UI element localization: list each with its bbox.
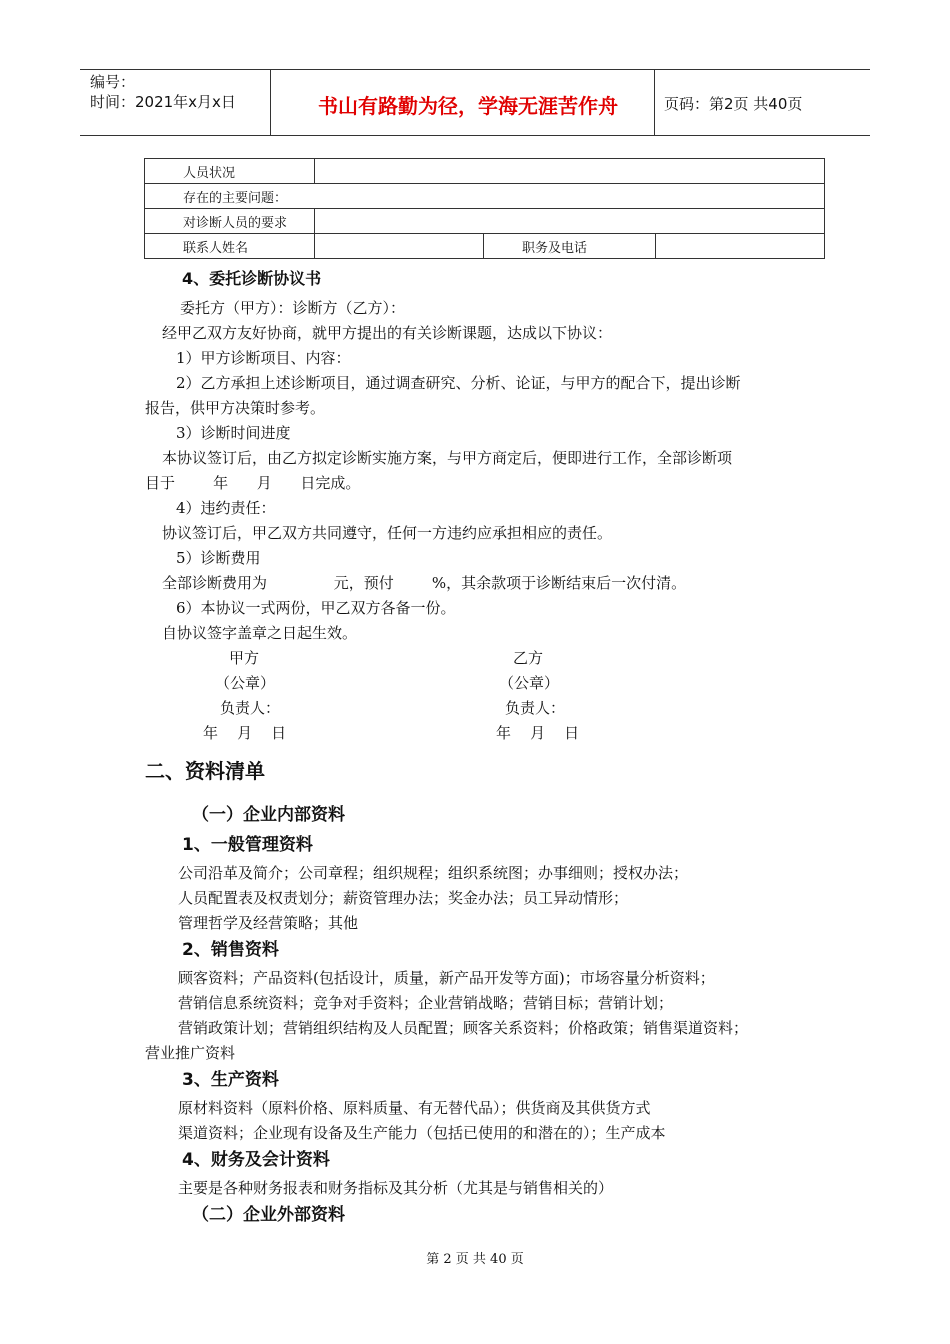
table-cell-label: 存在的主要问题： [145,184,825,209]
sales-line-3: 营销政策计划；营销组织结构及人员配置；顾客关系资料；价格政策；销售渠道资料； [178,1019,749,1037]
finance-line-1: 主要是各种财务报表和财务指标及其分析（尤其是与销售相关的） [178,1179,614,1197]
header-motto: 书山有路勤为径，学海无涯苦作舟 [318,94,618,118]
party-b-responsible: 负责人： [505,699,566,717]
header-divider-1 [270,69,271,135]
general-materials-title: 1、一般管理资料 [182,835,313,855]
table-cell-value [656,234,825,259]
agreement-effective: 自协议签字盖章之日起生效。 [162,624,358,642]
table-cell-value [315,234,484,259]
agreement-item-1: 1）甲方诊断项目、内容： [176,349,351,367]
agreement-item-3-line-1: 本协议签订后，由乙方拟定诊断实施方案，与甲方商定后，便即进行工作，全部诊断项 [162,449,733,467]
party-a-seal: （公章） [215,674,276,692]
finance-materials-title: 4、财务及会计资料 [182,1150,330,1170]
table-row [145,209,825,234]
doc-number-label: 编号： [90,73,136,91]
sales-materials-title: 2、销售资料 [182,940,279,960]
header-left [90,72,236,112]
header-page-label: 页码：第2页 共40页 [664,95,803,113]
table-cell-label: 联系人姓名 [145,234,315,259]
agreement-item-3: 3）诊断时间进度 [176,424,291,442]
agreement-item-2-line-2: 报告，供甲方决策时参考。 [145,399,326,417]
table-cell-label: 对诊断人员的要求 [145,209,315,234]
general-line-3: 管理哲学及经营策略；其他 [178,914,359,932]
table-cell-label: 职务及电话 [484,234,656,259]
party-b-label: 乙方 [513,649,544,667]
production-materials-title: 3、生产资料 [182,1070,279,1090]
party-a-date: 年 月 日 [203,724,287,742]
agreement-item-5-text: 全部诊断费用为 元，预付 %，其余款项于诊断结束后一次付清。 [162,574,687,592]
agreement-item-5: 5）诊断费用 [176,549,261,567]
header-bottom-line [80,135,870,136]
doc-date-label: 时间：2021年x月x日 [90,93,236,111]
header-divider-2 [654,69,655,135]
agreement-item-6: 6）本协议一式两份，甲乙双方各备一份。 [176,599,456,617]
agreement-item-4: 4）违约责任： [176,499,276,517]
party-b-date: 年 月 日 [496,724,580,742]
party-b-seal: （公章） [499,674,560,692]
agreement-item-4-text: 协议签订后，甲乙双方共同遵守，任何一方违约应承担相应的责任。 [162,524,613,542]
external-materials-title: （二）企业外部资料 [192,1205,345,1225]
party-a-responsible: 负责人： [220,699,281,717]
table-row [145,159,825,184]
table-cell-value [315,159,825,184]
general-line-2: 人员配置表及权责划分；薪资管理办法；奖金办法；员工异动情形； [178,889,629,907]
header-top-line [80,69,870,70]
info-table [144,158,825,259]
agreement-item-2-line-1: 2）乙方承担上述诊断项目，通过调查研究、分析、论证，与甲方的配合下，提出诊断 [176,374,741,392]
sales-line-1: 顾客资料；产品资料(包括设计，质量，新产品开发等方面)；市场容量分析资料； [178,969,715,987]
production-line-2: 渠道资料；企业现有设备及生产能力（包括已使用的和潜在的）；生产成本 [178,1124,666,1142]
general-line-1: 公司沿革及简介；公司章程；组织规程；组织系统图；办事细则；授权办法； [178,864,689,882]
production-line-1: 原材料资料（原料价格、原料质量、有无替代品）；供货商及其供货方式 [178,1099,651,1117]
materials-title: 二、资料清单 [145,759,265,783]
agreement-item-3-line-2: 目于 年 月 日完成。 [145,474,361,492]
agreement-title: 4、委托诊断协议书 [182,269,322,288]
page-footer: 第 2 页 共 40 页 [426,1252,524,1267]
sales-line-4: 营业推广资料 [145,1044,236,1062]
agreement-intro: 经甲乙双方友好协商，就甲方提出的有关诊断课题，达成以下协议： [162,324,613,342]
party-a-label: 甲方 [229,649,260,667]
sales-line-2: 营销信息系统资料；竞争对手资料；企业营销战略；营销目标；营销计划； [178,994,674,1012]
table-row [145,184,825,209]
agreement-parties: 委托方（甲方）：诊断方（乙方）： [180,299,406,317]
table-cell-value [315,209,825,234]
internal-materials-title: （一）企业内部资料 [192,805,345,825]
table-cell-label: 人员状况 [145,159,315,184]
table-row [145,234,825,259]
